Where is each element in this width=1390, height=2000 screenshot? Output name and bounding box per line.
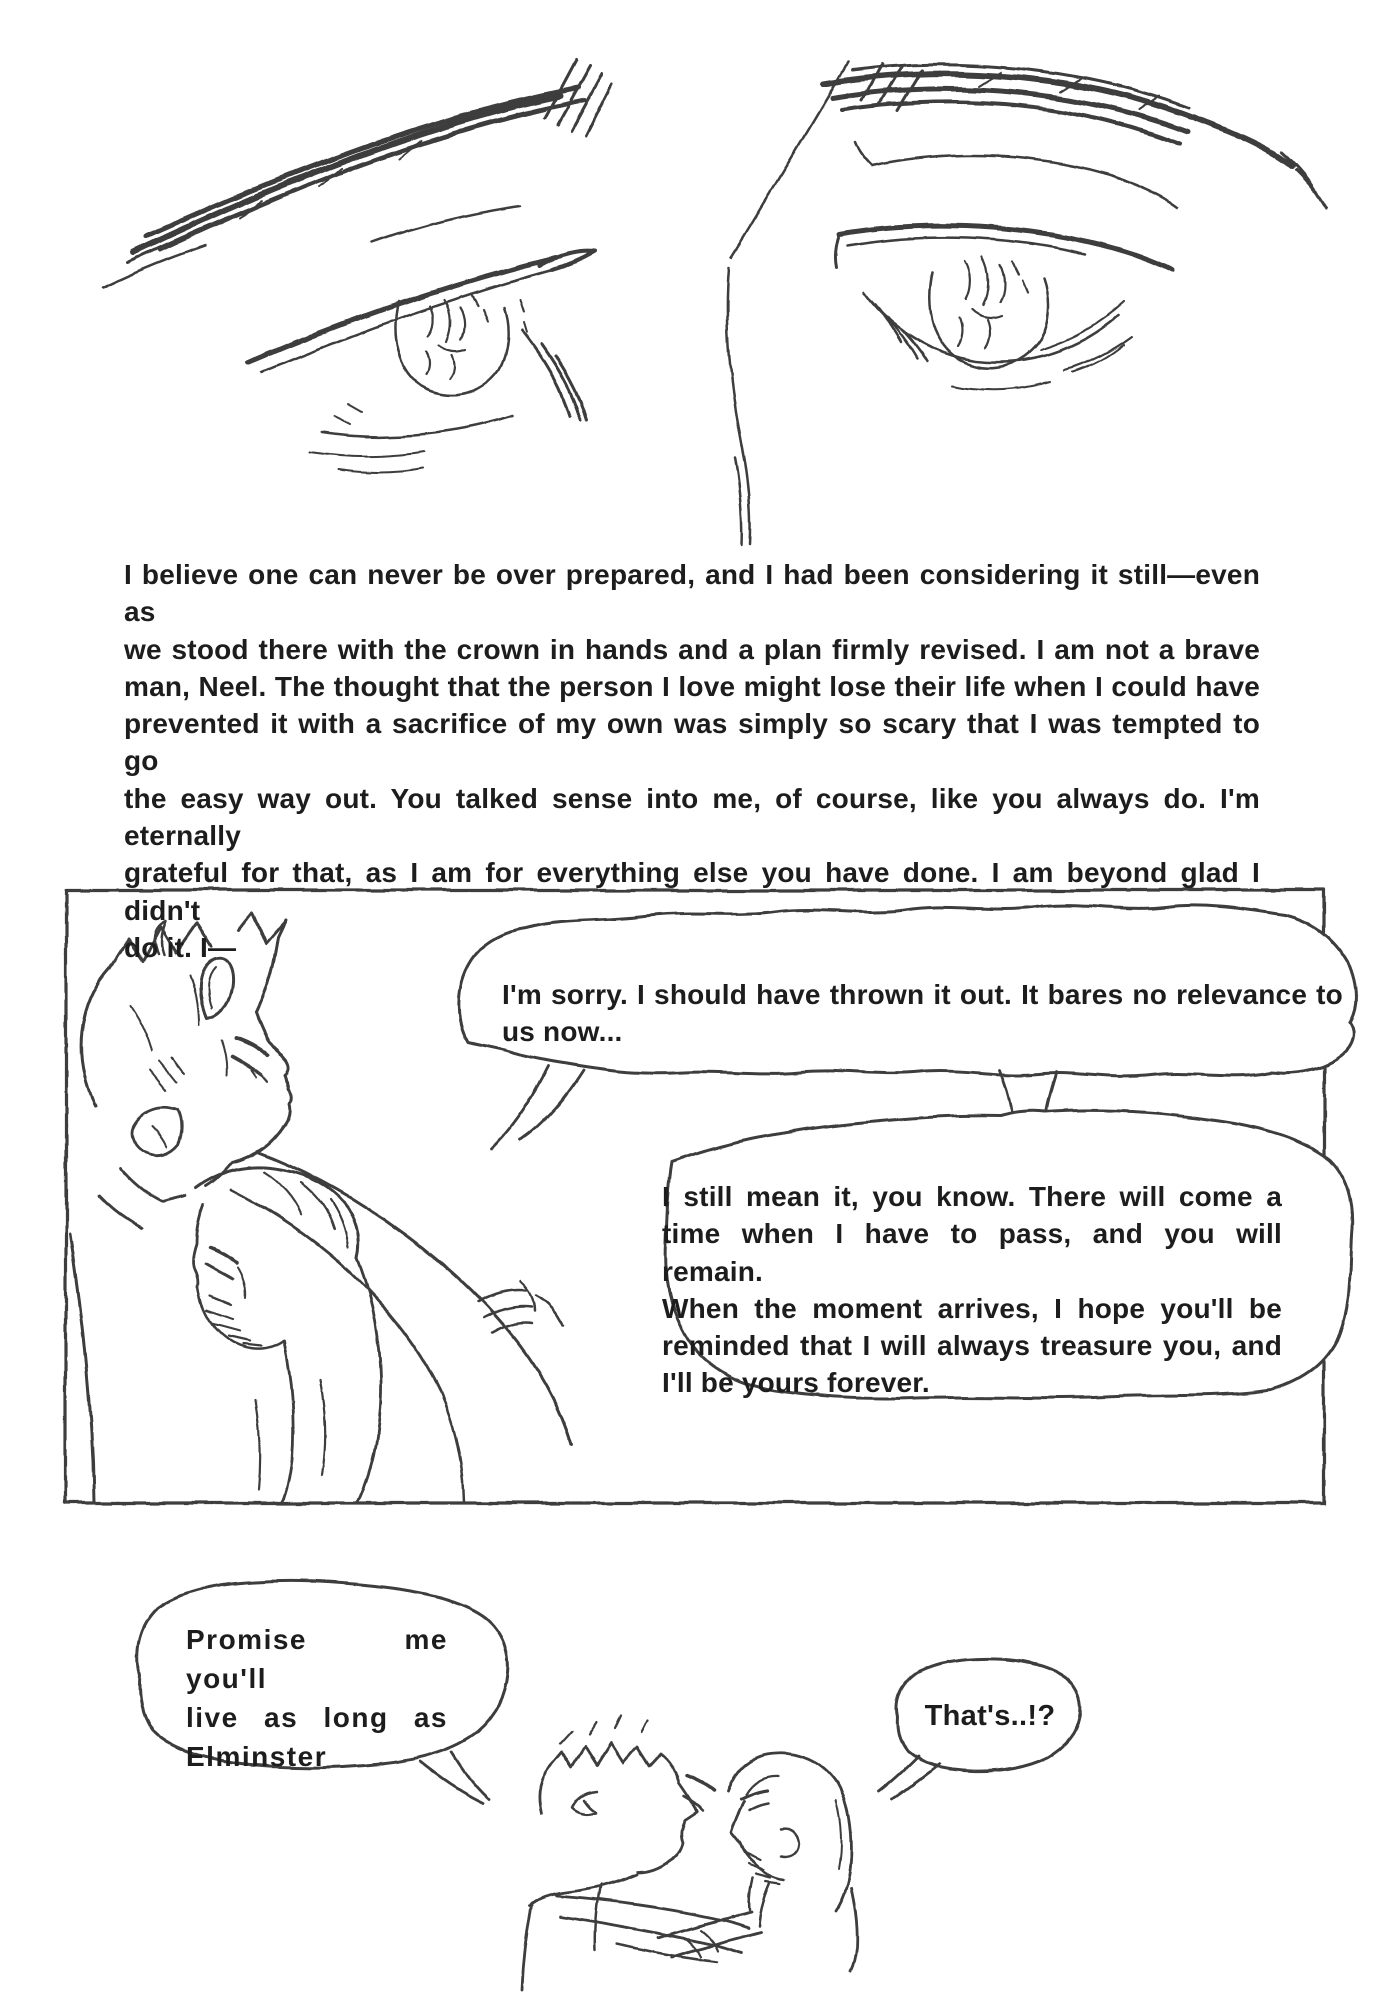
speech-bubble-bottom-text: I still mean it, you know. There will come a time when I have to pass, and you will remain. When the moment arrives, I hope you'll be reminded that I will always treasure you, and I'll be yours forever. — [662, 1181, 1282, 1399]
speech-bubble-top-text: I'm sorry. I should have thrown it out. It bares no relevance to us now... — [502, 979, 1343, 1047]
promise-bubble-text: Promise me you'll live as long as Elminster — [186, 1624, 448, 1772]
narration-text: I believe one can never be over prepared, and I had been considering it still—even as we stood there with the crown in hands and a plan firmly revised. I am not a brave man, Neel. The thought that the person I love might lose their life when I could have prevented it with a sacrifice of my own was simply so scary that I was tempted to go the easy way out. You talked sense into me, of course, like you always do. I'm eternally grateful for that, as I am for everything else you have done. I am beyond glad I didn't do it. I— — [124, 559, 1260, 963]
eyes-sketch — [102, 60, 1326, 546]
thats-bubble-text: That's..!? — [924, 1700, 1056, 1732]
arguing-couple-sketch — [522, 1716, 857, 1990]
